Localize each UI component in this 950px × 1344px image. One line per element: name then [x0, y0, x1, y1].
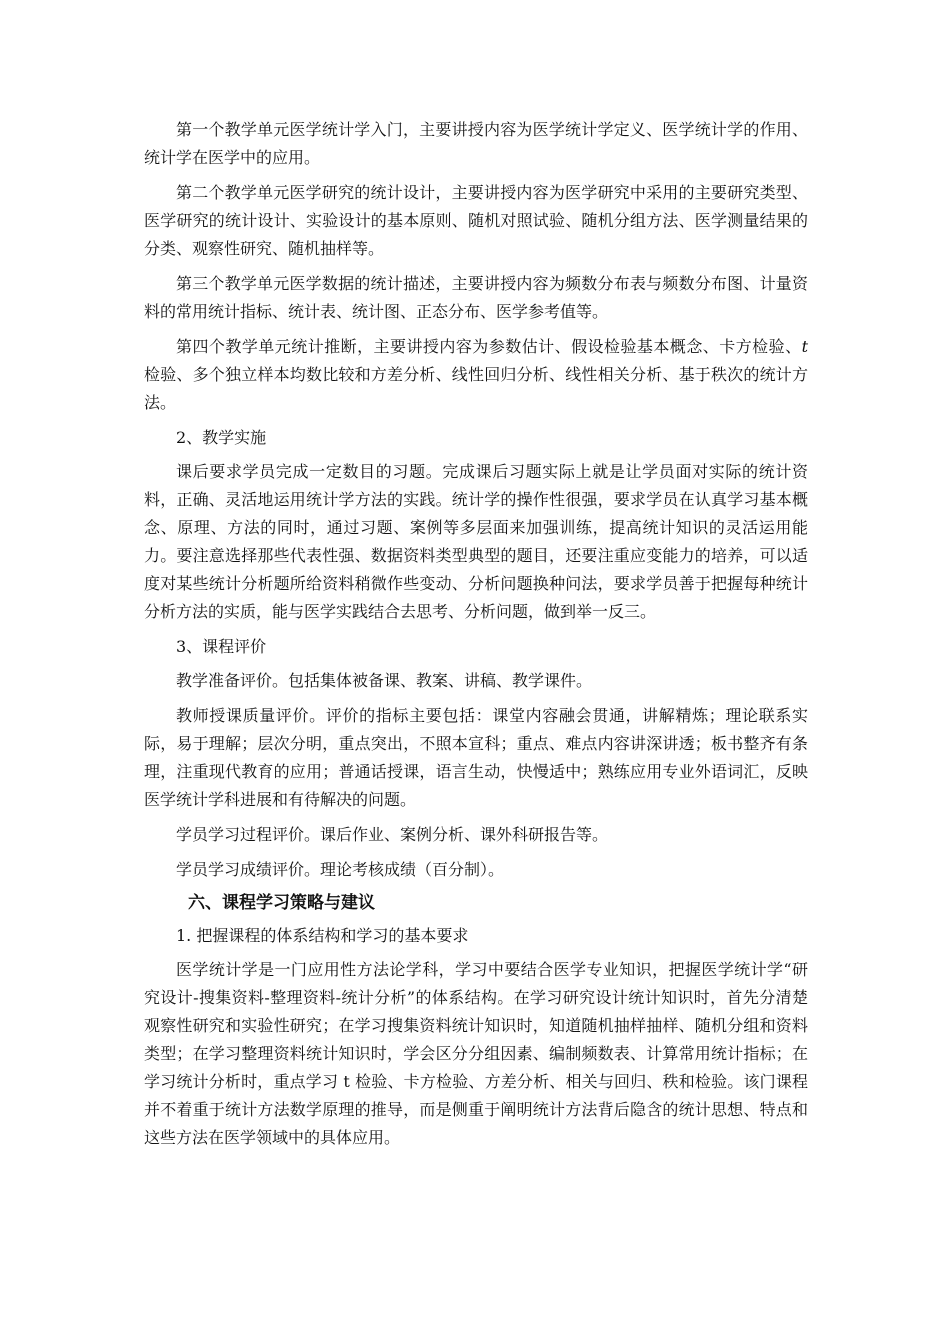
paragraph-unit-3: 第三个教学单元医学数据的统计描述，主要讲授内容为频数分布表与频数分布图、计量资料的常用统计指标、统计表、统计图、正态分布、医学参考值等。: [144, 274, 808, 321]
t-variable: t: [801, 337, 808, 356]
subheading-course-evaluation: 3、课程评价: [176, 637, 267, 656]
document-page: [144, 116, 808, 1159]
paragraph-teaching-quality-evaluation: 教师授课质量评价。评价的指标主要包括：课堂内容融会贯通，讲解精炼；理论联系实际，易于理解；层次分明，重点突出，不照本宣科；重点、难点内容讲深讲透；板书整齐有条理，注重现代教育的应用；普通话授课，语言生动，快慢适中；熟练应用专业外语词汇，反映医学统计学科进展和有待解决的问题。: [144, 706, 808, 809]
paragraph-teaching-implementation: 课后要求学员完成一定数目的习题。完成课后习题实际上就是让学员面对实际的统计资料，正确、灵活地运用统计学方法的实践。统计学的操作性很强，要求学员在认真学习基本概念、原理、方法的同时，通过习题、案例等多层面来加强训练，提高统计知识的灵活运用能力。要注意选择那些代表性强、数据资料类型典型的题目，还要注重应变能力的培养，可以适度对某些统计分析题所给资料稍微作些变动、分析问题换种问法，要求学员善于把握每种统计分析方法的实质，能与医学实践结合去思考、分析问题，做到举一反三。: [144, 462, 808, 621]
paragraph-unit-4-part-1: 第四个教学单元统计推断，主要讲授内容为参数估计、假设检验基本概念、卡方检验、: [176, 337, 802, 356]
subheading-course-structure: 1. 把握课程的体系结构和学习的基本要求: [176, 926, 469, 945]
section-heading: 六、课程学习策略与建议: [188, 893, 375, 913]
paragraph-unit-4-part-2: 检验、多个独立样本均数比较和方差分析、线性回归分析、线性相关分析、基于秩次的统计方法。: [144, 365, 808, 412]
paragraph-unit-1: 第一个教学单元医学统计学入门，主要讲授内容为医学统计学定义、医学统计学的作用、统计学在医学中的应用。: [144, 120, 808, 167]
paragraph-course-structure: 医学统计学是一门应用性方法论学科，学习中要结合医学专业知识，把握医学统计学“研究设计-搜集资料-整理资料-统计分析”的体系结构。在学习研究设计统计知识时，首先分清楚观察性研究和实验性研究；在学习搜集资料统计知识时，知道随机抽样抽样、随机分组和资料类型；在学习整理资料统计知识时，学会区分分组因素、编制频数表、计算常用统计指标；在学习统计分析时，重点学习 t 检验、卡方检验、方差分析、相关与回归、秩和检验。该门课程并不着重于统计方法数学原理的推导，而是侧重于阐明统计方法背后隐含的统计思想、特点和这些方法在医学领域中的具体应用。: [144, 960, 808, 1147]
paragraph-preparation-evaluation: 教学准备评价。包括集体被备课、教案、讲稿、教学课件。: [176, 671, 593, 690]
paragraph-learning-result-evaluation: 学员学习成绩评价。理论考核成绩（百分制）。: [176, 860, 505, 879]
paragraph-learning-process-evaluation: 学员学习过程评价。课后作业、案例分析、课外科研报告等。: [176, 825, 609, 844]
paragraph-unit-2: 第二个教学单元医学研究的统计设计，主要讲授内容为医学研究中采用的主要研究类型、医学研究的统计设计、实验设计的基本原则、随机对照试验、随机分组方法、医学测量结果的分类、观察性研究、随机抽样等。: [144, 183, 808, 258]
paragraph-unit-4: [144, 333, 808, 417]
subheading-teaching-implementation: 2、教学实施: [176, 428, 267, 447]
